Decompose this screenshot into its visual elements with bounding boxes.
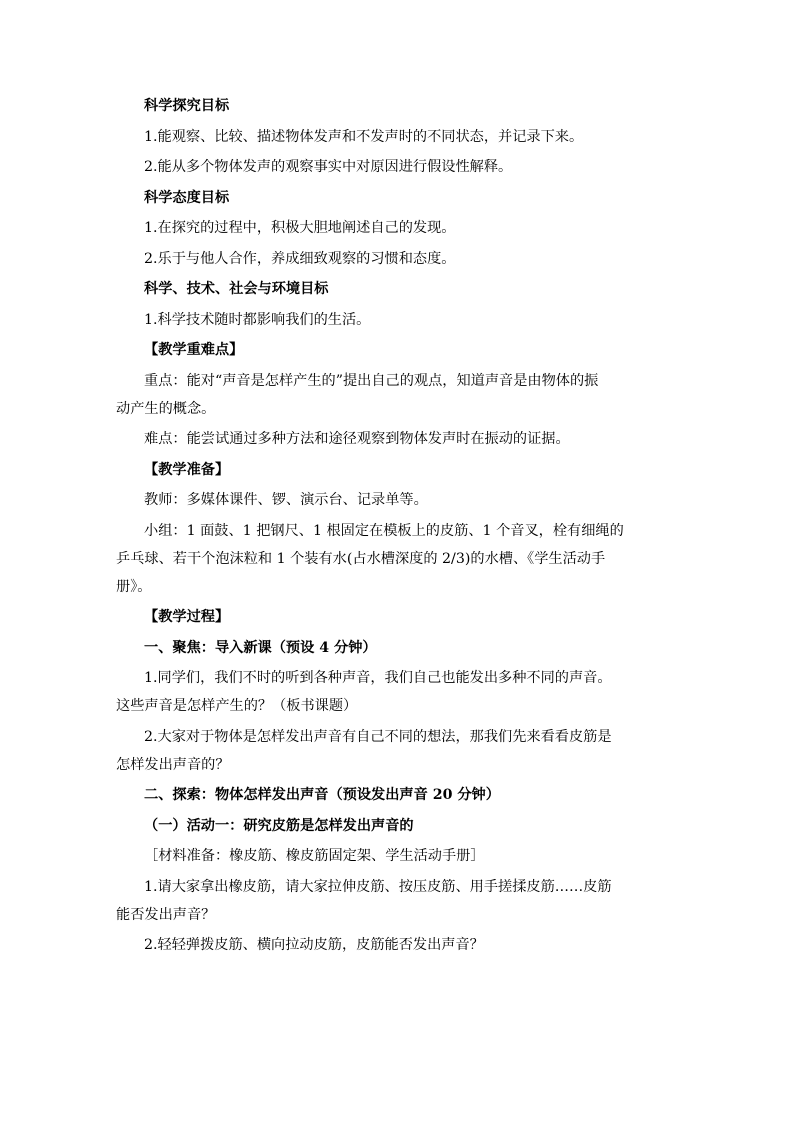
activity1-heading: （一）活动一：研究皮筋是怎样发出声音的 <box>144 817 414 834</box>
activity1-item-1-line-2: 能否发出声音？ <box>116 906 216 923</box>
section-heading-inquiry: 科学探究目标 <box>144 98 230 114</box>
section-heading-attitude: 科学态度目标 <box>144 189 230 206</box>
activity1-materials: ［材料准备：橡皮筋、橡皮筋固定架、学生活动手册］ <box>144 848 485 864</box>
section-heading-process: 【教学过程】 <box>144 609 230 625</box>
preparation-group-line-3: 册》。 <box>116 578 152 595</box>
document-body <box>116 92 678 959</box>
preparation-teacher: 教师：多媒体课件、锣、演示台、记录单等。 <box>144 492 428 508</box>
inquiry-item-1: 1.能观察、比较、描述物体发声和不发声时的不同状态，并记录下来。 <box>144 128 584 145</box>
key-point-line-1: 重点：能对“声音是怎样产生的”提出自己的观点，知道声音是由物体的振 <box>144 372 599 389</box>
part1-item-1-line-2: 这些声音是怎样产生的？（板书课题） <box>116 698 358 714</box>
part1-item-1-line-1: 1.同学们，我们不时的听到各种声音，我们自己也能发出多种不同的声音。 <box>144 670 612 686</box>
inquiry-item-2: 2.能从多个物体发声的观察事实中对原因进行假设性解释。 <box>144 159 513 175</box>
activity1-item-1-line-1: 1.请大家拿出橡皮筋，请大家拉伸皮筋、按压皮筋、用手搓揉皮筋……皮筋 <box>144 878 612 895</box>
sts-item-1: 1.科学技术随时都影响我们的生活。 <box>144 311 371 328</box>
activity1-item-2: 2.轻轻弹拨皮筋、横向拉动皮筋，皮筋能否发出声音？ <box>144 937 484 953</box>
attitude-item-1: 1.在探究的过程中，积极大胆地阐述自己的发现。 <box>144 220 456 236</box>
part1-item-2-line-1: 2.大家对于物体是怎样发出声音有自己不同的想法，那我们先来看看皮筋是 <box>144 728 612 745</box>
part1-heading: 一、聚焦：导入新课（预设 4 分钟） <box>144 639 377 656</box>
part2-heading: 二、探索：物体怎样发出声音（预设发出声音 20 分钟） <box>144 787 500 803</box>
difficult-point: 难点：能尝试通过多种方法和途径观察到物体发声时在振动的证据。 <box>144 431 570 447</box>
preparation-group-line-2: 乒乓球、若干个泡沫粒和 1 个装有水(占水槽深度的 2/3)的水槽、《学生活动手 <box>116 550 606 567</box>
key-point-line-2: 动产生的概念。 <box>116 400 216 417</box>
part1-item-2-line-2: 怎样发出声音的？ <box>116 756 230 773</box>
preparation-group-line-1: 小组：1 面鼓、1 把钢尺、1 根固定在模板上的皮筋、1 个音叉，栓有细绳的 <box>144 522 624 539</box>
section-heading-sts: 科学、技术、社会与环境目标 <box>144 281 329 297</box>
section-heading-key-points: 【教学重难点】 <box>144 342 244 358</box>
section-heading-preparation: 【教学准备】 <box>144 461 230 478</box>
attitude-item-2: 2.乐于与他人合作，养成细致观察的习惯和态度。 <box>144 250 456 267</box>
